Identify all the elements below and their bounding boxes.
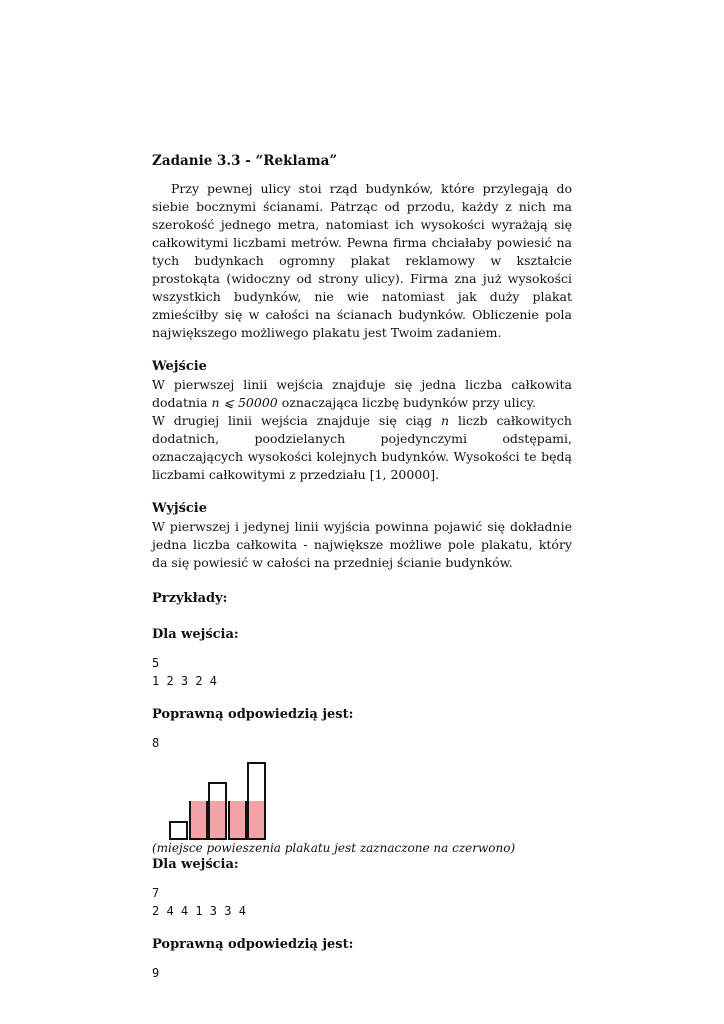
example1-input-line2: 1 2 3 2 4	[152, 674, 218, 688]
spacer	[152, 874, 572, 884]
input-line1-math: n ⩽ 50000	[211, 395, 278, 410]
input-line1-pre: W pierwszej linii wejścia znajduje się jedna liczba całkowita dodatnia	[152, 377, 572, 410]
poster-fill	[249, 801, 264, 838]
input-line2-pre: W drugiej linii wejścia znajduje się ciąg	[152, 413, 442, 428]
intro-paragraph: Przy pewnej ulicy stoi rząd budynków, które przylegają do siebie bocznymi ścianami. Patrząc od przodu, każdy z nich ma szerokość jednego metra, natomiast ich wysokości wyrażają się całkowitymi liczbami metrów. Pewna firma chciałaby powiesić na tych budynkach ogromny plakat reklamowy w kształcie prostokąta (widoczny od strony ulicy). Firma zna już wysokości wszystkich budynków, nie wie natomiast jak duży plakat zmieściłby się w całości na ścianach budynków. Obliczenie pola największego możliwego plakatu jest Twoim zadaniem.	[152, 181, 572, 340]
poster-fill	[191, 801, 206, 838]
spacer	[152, 644, 572, 654]
building-bar	[228, 801, 247, 840]
output-heading: Wyjście	[152, 501, 208, 516]
poster-fill	[230, 801, 245, 838]
input-line1-post: oznaczająca liczbę budynków przy ulicy.	[277, 395, 537, 410]
spacer	[152, 954, 572, 964]
example1-answer-label: Poprawną odpowiedzią jest:	[152, 707, 354, 722]
task-title: Zadanie 3.3 - “Reklama”	[152, 153, 338, 169]
poster-fill	[210, 801, 225, 838]
example1-input-line1: 5	[152, 656, 160, 670]
spacer	[152, 724, 572, 734]
examples-heading: Przykłady:	[152, 591, 228, 606]
example1-input-label: Dla wejścia:	[152, 627, 239, 642]
building-bar	[169, 821, 188, 841]
example1-answer: 8	[152, 736, 160, 750]
example2-input-line1: 7	[152, 886, 160, 900]
figure-caption: (miejsce powieszenia plakatu jest zaznaczone na czerwono)	[152, 841, 516, 855]
building-bar	[247, 762, 266, 840]
example2-answer-label: Poprawną odpowiedzią jest:	[152, 937, 354, 952]
example2-input-line2: 2 4 4 1 3 3 4	[152, 904, 246, 918]
output-description: W pierwszej i jedynej linii wyjścia powinna pojawić się dokładnie jedna liczba całkowita - największe możliwe pole plakatu, który da się powiesić w całości na przedniej ścianie budynków.	[152, 519, 572, 570]
example2-input-label: Dla wejścia:	[152, 857, 239, 872]
example2-answer: 9	[152, 966, 160, 980]
input-line2-math: n	[441, 413, 450, 428]
input-line2-post: liczb całkowitych dodatnich, poodzielanych pojedynczymi odstępami, oznaczających wysokości kolejnych budynków. Wysokości te będą liczbami całkowitymi z przedziału [1, 20000].	[152, 413, 572, 482]
buildings-figure	[169, 756, 299, 840]
document-page	[152, 152, 572, 982]
building-bar	[189, 801, 208, 840]
input-description	[152, 376, 572, 484]
building-bar	[208, 782, 227, 841]
input-heading: Wejście	[152, 359, 207, 374]
